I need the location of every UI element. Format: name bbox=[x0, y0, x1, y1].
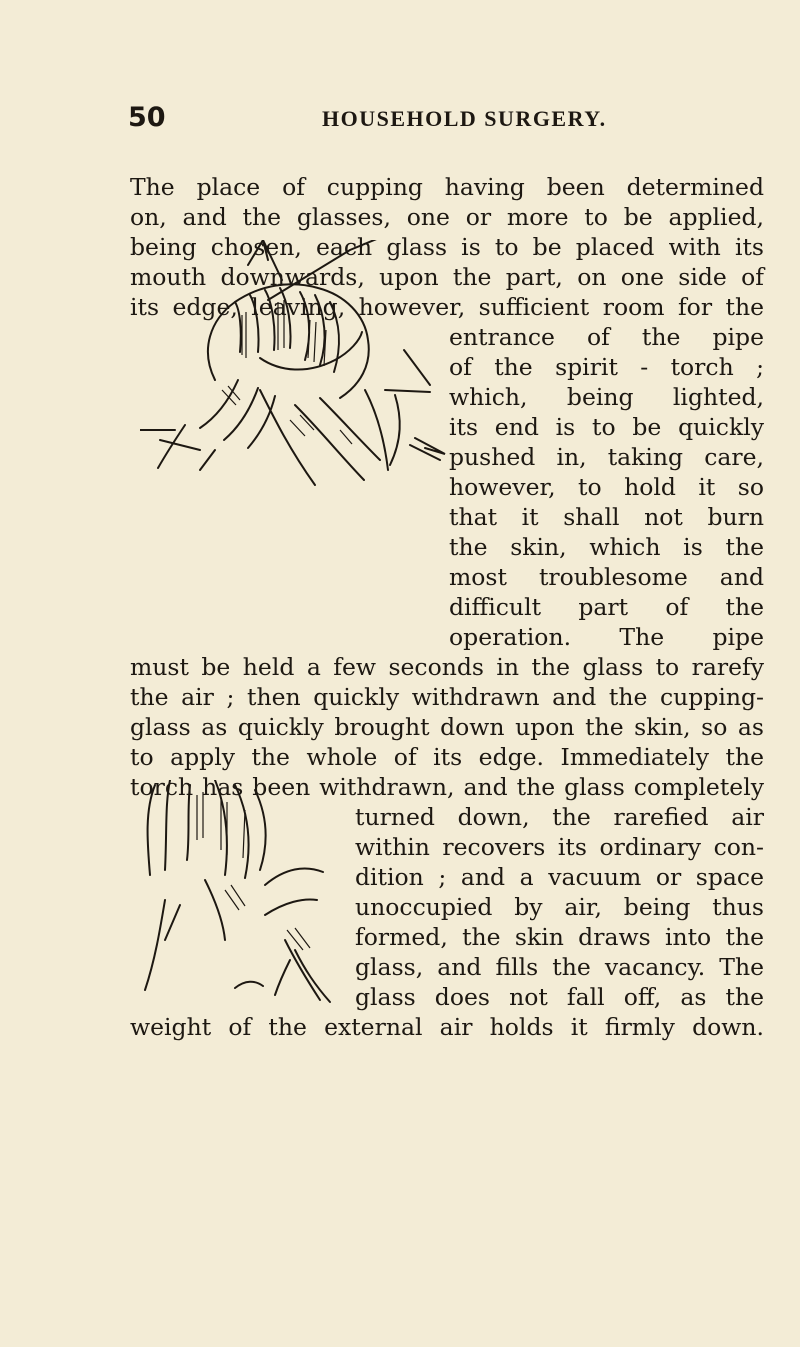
text-line: its edge, leaving, however, sufficient room for the bbox=[130, 293, 764, 321]
text-line: to apply the whole of its edge. Immediately the bbox=[130, 743, 764, 771]
text-line: of the spirit - torch ; bbox=[449, 353, 764, 381]
text-line: glass as quickly brought down upon the skin, so as bbox=[130, 713, 764, 741]
text-line: operation. The pipe bbox=[449, 623, 764, 651]
text-line: entrance of the pipe bbox=[449, 323, 764, 351]
text-line: the skin, which is the bbox=[449, 533, 764, 561]
text-line: unoccupied by air, being thus bbox=[355, 893, 764, 921]
text-line: difficult part of the bbox=[449, 593, 764, 621]
text-line: dition ; and a vacuum or space bbox=[355, 863, 764, 891]
page-number: 50 bbox=[128, 102, 166, 133]
text-line: glass does not fall off, as the bbox=[355, 983, 764, 1011]
text-line: weight of the external air holds it firmly down. bbox=[130, 1013, 764, 1041]
text-line: pushed in, taking care, bbox=[449, 443, 764, 471]
text-line: glass, and fills the vacancy. The bbox=[355, 953, 764, 981]
text-line: The place of cupping having been determined bbox=[130, 173, 764, 201]
text-line: its end is to be quickly bbox=[449, 413, 764, 441]
text-line: must be held a few seconds in the glass to rarefy bbox=[130, 653, 764, 681]
text-line: on, and the glasses, one or more to be applied, bbox=[130, 203, 764, 231]
cupping-glass-applied-illustration bbox=[135, 780, 355, 1020]
text-line: being chosen, each glass is to be placed with its bbox=[130, 233, 764, 261]
text-line: most troublesome and bbox=[449, 563, 764, 591]
text-line: within recovers its ordinary con- bbox=[355, 833, 764, 861]
text-line: that it shall not burn bbox=[449, 503, 764, 531]
text-line: mouth downwards, upon the part, on one side of bbox=[130, 263, 764, 291]
text-line: the air ; then quickly withdrawn and the cupping- bbox=[130, 683, 764, 711]
text-line: formed, the skin draws into the bbox=[355, 923, 764, 951]
text-line: torch has been withdrawn, and the glass completely bbox=[130, 773, 764, 801]
text-line: which, being lighted, bbox=[449, 383, 764, 411]
running-title: HOUSEHOLD SURGERY. bbox=[322, 106, 607, 131]
text-line: turned down, the rarefied air bbox=[355, 803, 764, 831]
page-header bbox=[128, 102, 720, 142]
text-line: however, to hold it so bbox=[449, 473, 764, 501]
